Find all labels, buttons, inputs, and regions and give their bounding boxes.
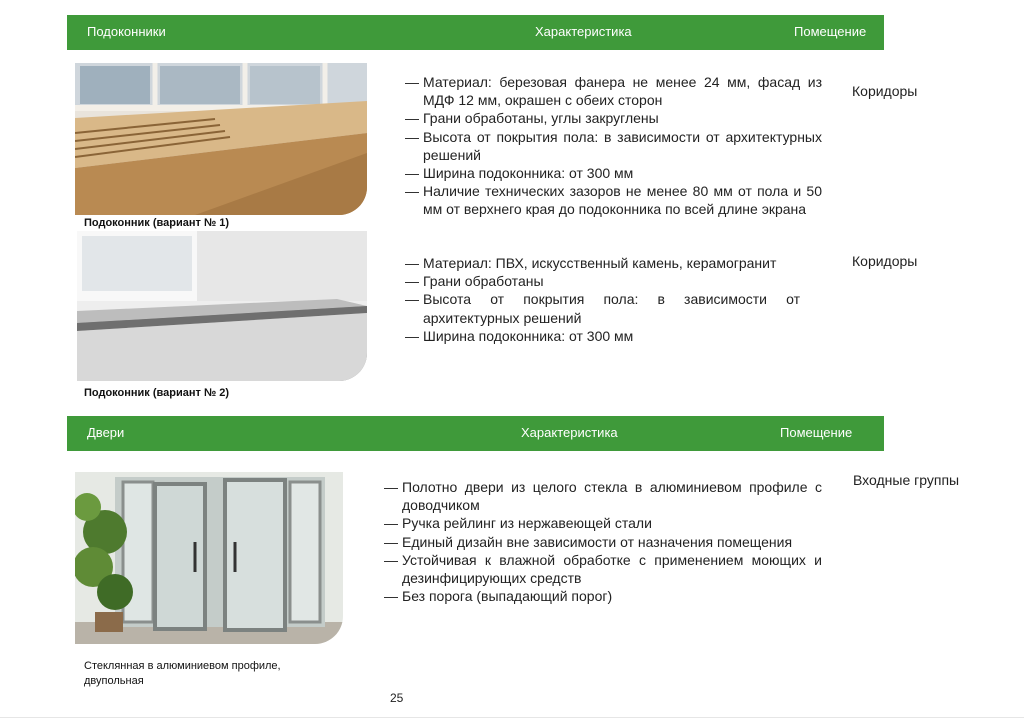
sill-variant-2-specs: [405, 254, 800, 345]
spec-item: — Грани обработаны, углы закруглены: [405, 109, 822, 127]
sill-variant-1-specs: [405, 73, 822, 219]
doors-header-title: Двери: [87, 425, 125, 440]
sill-variant-2-caption: Подоконник (вариант № 2): [84, 387, 230, 399]
sills-header-bar: [67, 15, 884, 50]
door-room: Входные группы: [853, 472, 960, 488]
sills-header-characteristic: Характеристика: [535, 24, 632, 39]
sills-header-room: Помещение: [794, 24, 867, 39]
wooden-sill-image: [75, 63, 367, 215]
sill-variant-1-caption: Подоконник (вариант № 1): [84, 217, 230, 229]
door-caption-line-1: Стеклянная в алюминиевом профиле,: [84, 660, 281, 672]
spec-item: — Материал: березовая фанера не менее 24 мм, фасад из МДФ 12 мм, окрашен с обеих сторон: [405, 73, 822, 109]
sill-variant-1-room: Коридоры: [852, 83, 918, 99]
door-photo: [75, 472, 343, 644]
spec-item: — Ручка рейлинг из нержавеющей стали: [384, 514, 822, 532]
spec-item: — Высота от покрытия пола: в зависимости от архитектурных решений: [405, 128, 822, 164]
doors-header-bar: [67, 416, 884, 451]
spec-item: — Без порога (выпадающий порог): [384, 587, 822, 605]
spec-item: — Полотно двери из целого стекла в алюминиевом профиле с доводчиком: [384, 478, 822, 514]
page-bottom-edge: [0, 717, 1024, 718]
doors-header-characteristic: Характеристика: [521, 425, 618, 440]
grey-sill-image: [77, 231, 367, 381]
door-specs: [384, 478, 822, 605]
spec-item: — Наличие технических зазоров не менее 80 мм от пола и 50 мм от верхнего края до подоконника по всей длине экрана: [405, 182, 822, 218]
spec-item: — Материал: ПВХ, искусственный камень, керамогранит: [405, 254, 800, 272]
page-number: 25: [390, 691, 404, 705]
spec-item: — Грани обработаны: [405, 272, 800, 290]
door-caption: [84, 659, 281, 689]
spec-item: — Ширина подоконника: от 300 мм: [405, 164, 822, 182]
spec-item: — Устойчивая к влажной обработке с применением моющих и дезинфицирующих средств: [384, 551, 822, 587]
sill-variant-2-room: Коридоры: [852, 253, 918, 269]
sills-header-title: Подоконники: [87, 24, 166, 39]
door-caption-line-2: двупольная: [84, 675, 144, 687]
sill-variant-2-photo: [77, 231, 367, 381]
spec-item: — Высота от покрытия пола: в зависимости от архитектурных решений: [405, 290, 800, 326]
spec-item: — Ширина подоконника: от 300 мм: [405, 327, 800, 345]
doors-header-room: Помещение: [780, 425, 853, 440]
sill-variant-1-photo: [75, 63, 367, 215]
glass-door-image: [75, 472, 343, 644]
spec-item: — Единый дизайн вне зависимости от назначения помещения: [384, 533, 822, 551]
